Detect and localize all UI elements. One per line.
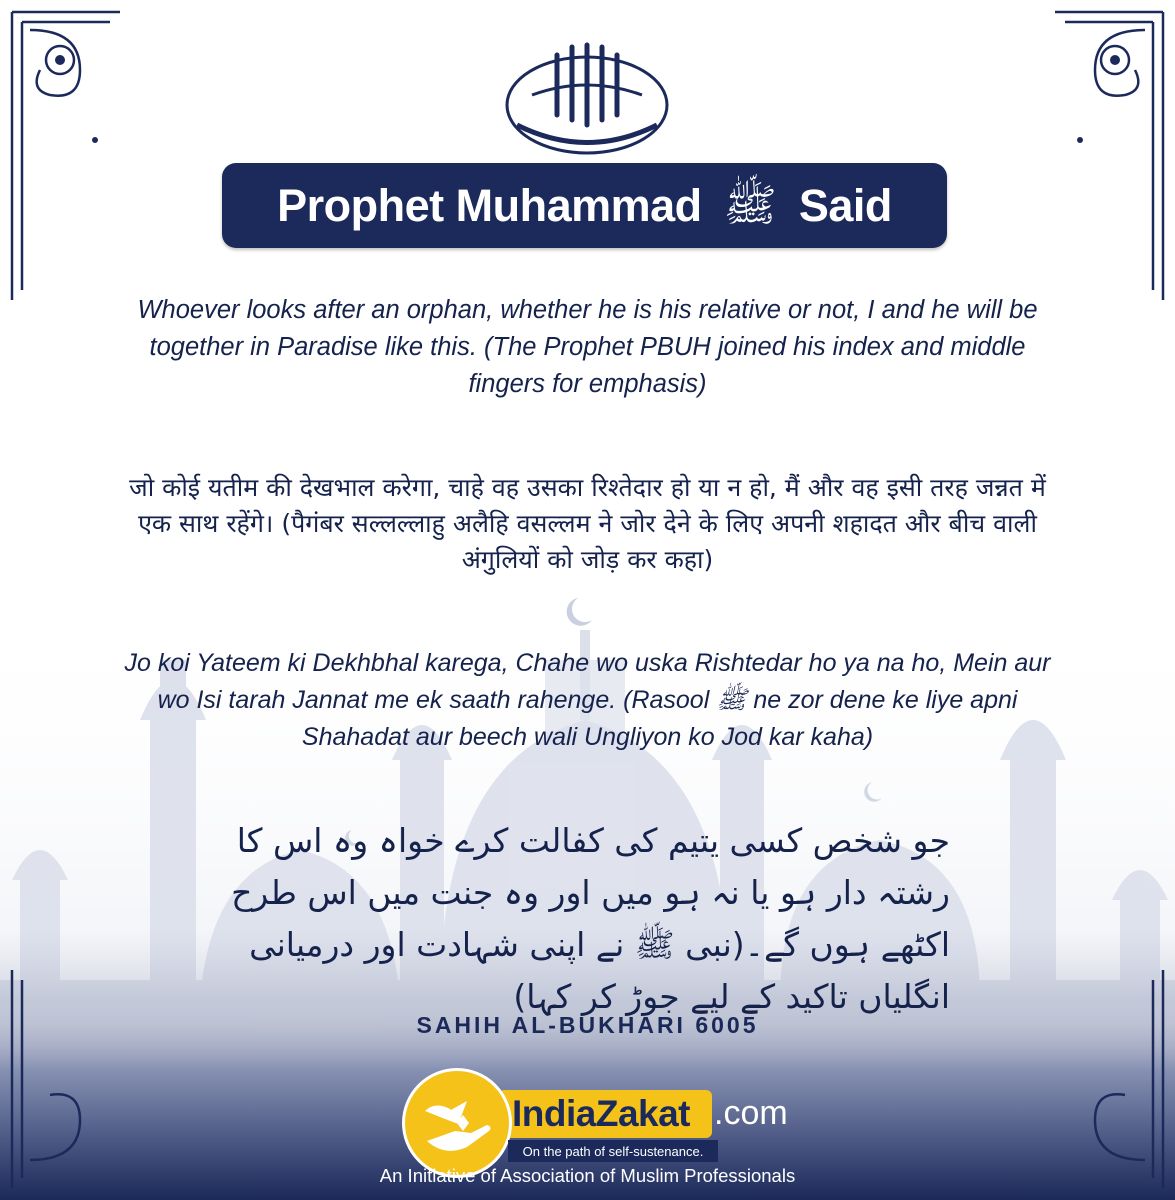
brand-domain: .com xyxy=(714,1094,788,1132)
title-prefix: Prophet Muhammad xyxy=(277,179,702,231)
salawat-icon: ﷺ xyxy=(723,179,777,231)
quote-urdu: جو شخص کسی یتیم کی کفالت کرے خواہ وہ اس کا رشتہ دار ہو یا نہ ہو میں اور وہ جنت میں اس طرح اکٹھے ہوں گے۔(نبی ﷺ نے اپنی شہادت اور درمیانی انگلیاں تاکید کے لیے جوڑ کر کہا) xyxy=(231,821,950,1016)
quote-roman-urdu: Jo koi Yateem ki Dekhbhal karega, Chahe wo uska Rishtedar ho ya na ho, Mein aur wo Isi tarah Jannat me ek saath rahenge. (Rasool ﷺ ne zor dene ke liye apni Shahadat aur beech wali Ungliyon ko Jod kar kaha) xyxy=(124,649,1051,751)
brand-pill xyxy=(498,1090,712,1138)
bismillah-calligraphy xyxy=(497,35,677,160)
title-suffix: Said xyxy=(798,179,892,231)
initiative-text: An Initiative of Association of Muslim Professionals xyxy=(379,1165,796,1186)
hands-logo-icon xyxy=(402,1068,512,1178)
title-banner xyxy=(222,163,947,248)
footer xyxy=(0,1060,1175,1200)
quote-english: Whoever looks after an orphan, whether he is his relative or not, I and he will be together in Paradise like this. (The Prophet PBUH joined his index and middle fingers for emphasis) xyxy=(137,296,1038,398)
quote-hindi: जो कोई यतीम की देखभाल करेगा, चाहे वह उसका रिश्तेदार हो या न हो, मैं और वह इसी तरह जन्नत में एक साथ रहेंगे। (पैगंबर सल्लल्लाहु अलैहि वसल्लम ने जोर देने के लिए अपनी शहादत और बीच वाली अंगुलियों को जोड़ कर कहा) xyxy=(129,473,1046,574)
tagline: On the path of self-sustenance. xyxy=(508,1140,718,1162)
hadith-reference: SAHIH AL-BUKHARI 6005 xyxy=(416,1012,759,1038)
brand-name: IndiaZakat xyxy=(512,1093,690,1134)
